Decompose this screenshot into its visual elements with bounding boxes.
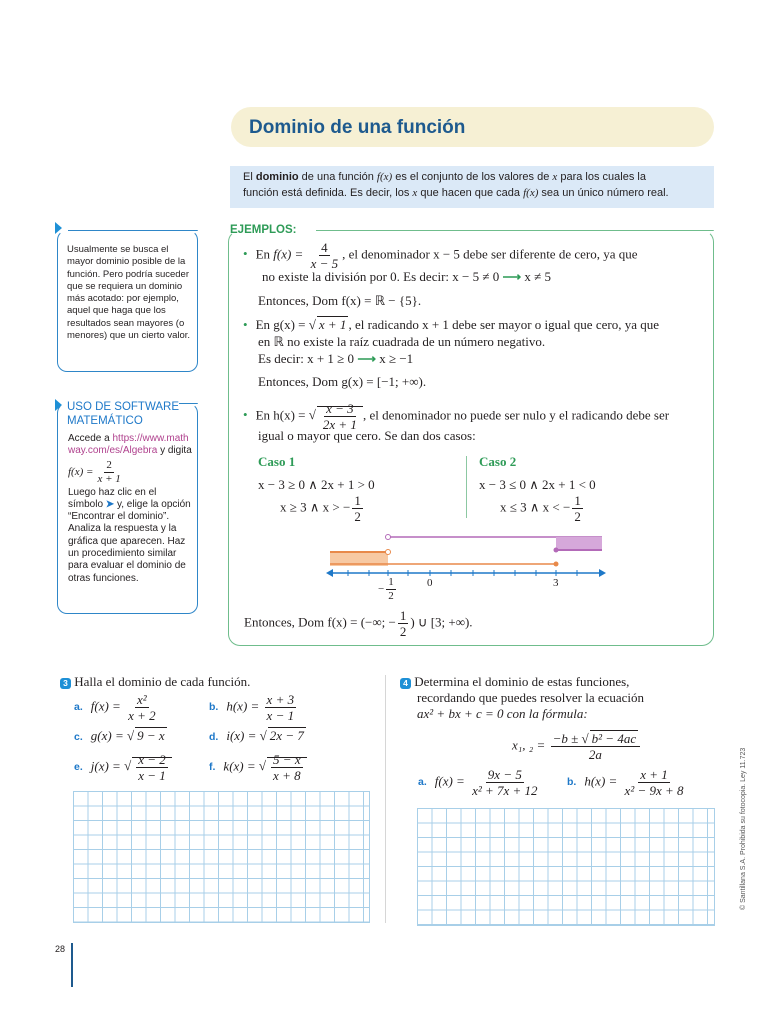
example-text: x ≤ 3 ∧ x < − [500, 499, 571, 515]
item-label: e. [74, 761, 83, 774]
copyright-notice: © Santillana S.A. Prohibida su fotocopia. Ley 11.723 [740, 747, 747, 910]
example-text: x ≥ 3 ∧ x > − [280, 499, 351, 515]
sqrt-icon: √ [581, 731, 589, 746]
definition-text: de una función [298, 171, 377, 183]
example-text: x ≥ −1 [379, 351, 414, 366]
item-label: c. [74, 731, 83, 743]
definition-text: sea un único número real. [538, 187, 669, 199]
fraction [386, 577, 396, 602]
exercise-4a [418, 768, 542, 797]
item-label: b. [209, 701, 219, 714]
definition-text: función está definida. Es decir, los [243, 187, 413, 199]
fraction [352, 494, 363, 523]
example-2 [243, 316, 659, 333]
exercise-3e [74, 753, 172, 782]
numerator: x² [137, 692, 147, 707]
definition-box [230, 166, 714, 208]
sqrt-icon: √ [259, 728, 267, 743]
example-text: no existe la división por 0. Es decir: x − 5 ≠ 0 [262, 269, 500, 284]
exercise-3c [74, 728, 167, 744]
example-1-line2 [262, 268, 551, 285]
definition-text: para los cuales la [557, 171, 646, 183]
software-text-part: Luego haz clic en el símbolo [68, 486, 157, 510]
closed-point [554, 562, 559, 567]
definition-bold: dominio [255, 171, 299, 183]
fraction [126, 693, 158, 722]
numerator: 1 [399, 608, 407, 623]
item-label: b. [567, 776, 577, 789]
numerator: x − 3 [326, 401, 354, 416]
caso-2-line1: x − 3 ≤ 0 ∧ 2x + 1 < 0 [479, 477, 596, 492]
denominator: 2 [399, 624, 407, 639]
denominator: x − 1 [138, 768, 166, 783]
denominator: 2a [588, 747, 602, 762]
sqrt-icon: √ [126, 728, 135, 743]
example-text: , el radicando x + 1 debe ser mayor o igual que cero, ya que [348, 317, 659, 332]
exercise-3b [209, 693, 298, 722]
closed-point [554, 548, 559, 553]
software-title: USO DE SOFTWARE MATEMÁTICO [67, 401, 180, 427]
fraction [136, 753, 168, 782]
denominator: x² + 7x + 12 [472, 783, 538, 798]
definition-fx: f(x) [376, 171, 393, 183]
tick-label-zero: 0 [427, 577, 433, 589]
radicand: 9 − x [137, 728, 165, 743]
exercise-3f [209, 753, 307, 782]
function-lhs: j(x) = [90, 758, 121, 774]
definition-fx: f(x) [523, 187, 539, 199]
formula-lhs: x₁, ₂ = [512, 737, 546, 753]
function-lhs: k(x) = [223, 758, 256, 774]
function-lhs: f(x) = [68, 465, 94, 478]
software-text-part: Accede a [68, 433, 113, 444]
function-lhs: g(x) = [90, 728, 124, 743]
function-lhs: h(x) = [226, 698, 260, 714]
numerator: 9x − 5 [487, 767, 522, 782]
answer-grid-4[interactable] [417, 808, 715, 926]
numerator: x + 3 [266, 692, 295, 707]
numerator: 2 [106, 458, 112, 471]
item-label: a. [74, 701, 83, 714]
exercise-3a [74, 693, 160, 722]
fraction [95, 460, 122, 485]
tick-label-three: 3 [553, 577, 559, 589]
open-point [386, 550, 391, 555]
submit-arrow-icon: ➤ [105, 498, 115, 510]
exercise-3-prompt [60, 674, 250, 690]
bullet-icon: • [243, 246, 248, 262]
tick-label-neg-half [378, 577, 398, 602]
page-title: Dominio de una función [249, 117, 466, 138]
denominator: x + 2 [128, 708, 156, 723]
denominator: 2x + 1 [322, 417, 357, 432]
item-label: d. [209, 731, 219, 743]
fraction [572, 494, 583, 523]
example-text: , el denominador x − 5 debe ser diferente de cero, ya que [342, 246, 638, 262]
mathway-link[interactable]: https://www.mathway.com/es/Algebra [68, 433, 189, 457]
radicand: 2x − 7 [269, 728, 304, 743]
exercise-text: Halla el dominio de cada función. [74, 674, 251, 689]
example-text: ) ∪ [3; +∞). [410, 614, 473, 630]
bullet-icon: • [243, 317, 248, 332]
case-divider [466, 456, 467, 518]
title-bar [231, 107, 714, 147]
function-lhs: h(x) = [584, 773, 618, 789]
denominator: x − 5 [310, 256, 339, 271]
quadratic-formula [512, 732, 642, 761]
example-text: Es decir: x + 1 ≥ 0 [258, 351, 355, 366]
caso-2-line2 [500, 494, 585, 523]
example-1 [243, 241, 638, 270]
example-2-domain: Entonces, Dom g(x) = [−1; +∞). [258, 374, 427, 389]
bullet-icon: • [243, 407, 248, 423]
item-label: a. [418, 776, 427, 789]
numerator: x + 1 [640, 767, 668, 782]
item-label: f. [209, 761, 216, 774]
example-3-domain [244, 609, 473, 638]
arrow-right-icon [599, 569, 606, 577]
fraction [271, 753, 303, 782]
example-text: x ≠ 5 [524, 269, 552, 284]
exercise-text: Determina el dominio de estas funciones, [414, 674, 630, 689]
fraction [551, 732, 641, 761]
exercise-text: ax² + bx + c = 0 con la fórmula: [417, 706, 588, 721]
column-divider [385, 675, 386, 923]
software-text-part: y digita [160, 445, 192, 457]
denominator: x − 1 [266, 708, 295, 723]
denominator: 2 [354, 509, 361, 524]
fraction [309, 241, 341, 270]
example-text: En h(x) = [255, 407, 306, 423]
open-point [386, 535, 391, 540]
function-lhs: f(x) = [273, 246, 304, 262]
numerator: 4 [321, 240, 328, 255]
sqrt-icon: √ [308, 317, 316, 332]
definition-x: x [412, 187, 418, 199]
caso-1-line1: x − 3 ≥ 0 ∧ 2x + 1 > 0 [258, 477, 375, 492]
exercise-3d [209, 728, 306, 744]
arrow-left-icon [326, 569, 333, 577]
numerator: x − 2 [138, 752, 166, 767]
function-lhs: f(x) = [434, 773, 465, 789]
radicand: b² − 4ac [591, 731, 637, 746]
numerator: 1 [388, 576, 394, 588]
software-fx [68, 460, 194, 485]
page-bar [71, 943, 73, 987]
examples-label: EJEMPLOS: [230, 224, 297, 236]
definition-text: es el conjunto de los valores de [392, 171, 553, 183]
denominator: x + 8 [273, 768, 301, 783]
number-line [320, 532, 610, 602]
exercise-4b [567, 768, 688, 797]
example-1-domain: Entonces, Dom f(x) = ℝ − {5}. [258, 293, 422, 308]
denominator: 2 [574, 509, 581, 524]
denominator: x + 1 [97, 472, 121, 485]
numerator: 1 [354, 493, 361, 508]
arrow-right-icon: ⟶ [502, 269, 522, 284]
example-text: Entonces, Dom f(x) = (−∞; − [244, 614, 396, 630]
example-2-line2: en ℝ no existe la raíz cuadrada de un número negativo. [258, 334, 546, 349]
fraction [470, 768, 539, 797]
denominator: 2 [388, 590, 394, 602]
fraction [623, 768, 686, 797]
caso-1-line2 [280, 494, 365, 523]
page-number: 28 [55, 944, 66, 954]
fraction [265, 693, 297, 722]
example-text: En [255, 246, 271, 262]
caso-1-title: Caso 1 [258, 454, 296, 469]
definition-x: x [552, 171, 558, 183]
example-3-line2: igual o mayor que cero. Se dan dos casos: [258, 428, 476, 443]
definition-text: que hacen que cada [417, 187, 524, 199]
definition-text: El [243, 171, 256, 183]
interval-right-fill [556, 537, 602, 550]
function-lhs: f(x) = [90, 698, 121, 714]
caso-2-title: Caso 2 [479, 454, 517, 469]
numerator: 5 − x [273, 752, 301, 767]
exercise-4-prompt [400, 674, 644, 722]
radicand: x + 1 [318, 317, 347, 332]
example-text: , el denominador no puede ser nulo y el radicando debe ser [362, 407, 670, 423]
numerator: 1 [574, 493, 581, 508]
numerator: −b ± [552, 731, 579, 746]
software-text [68, 433, 194, 585]
fraction [398, 609, 409, 638]
software-text-part: y, elige la opción “Encontrar el dominio”. Analiza la respuesta y la gráfica que aparecen. Haz un procedimiento similar para evaluar el dominio de otras funciones. [68, 498, 191, 584]
exercise-text: recordando que puedes resolver la ecuación [417, 690, 645, 705]
example-2-line3 [258, 350, 413, 367]
sqrt-icon: √ [308, 407, 316, 423]
example-text: En g(x) = [255, 317, 306, 332]
exercise-number: 4 [400, 678, 411, 689]
sqrt-icon: √ [124, 758, 132, 774]
denominator: x² − 9x + 8 [624, 783, 684, 798]
tick-sign: − [378, 583, 385, 596]
arrow-right-icon: ⟶ [357, 351, 376, 366]
exercise-number: 3 [60, 678, 71, 689]
sqrt-icon: √ [258, 758, 267, 774]
side-note-text: Usualmente se busca el mayor dominio posible de la función. Pero podría suceder que se requiera un dominio más acotado: por ejemplo, aquel que haga que los resultados sean mayores (o menores) que un cierto valor. [67, 244, 191, 342]
answer-grid-3[interactable] [73, 791, 370, 923]
function-lhs: i(x) = [226, 728, 257, 743]
